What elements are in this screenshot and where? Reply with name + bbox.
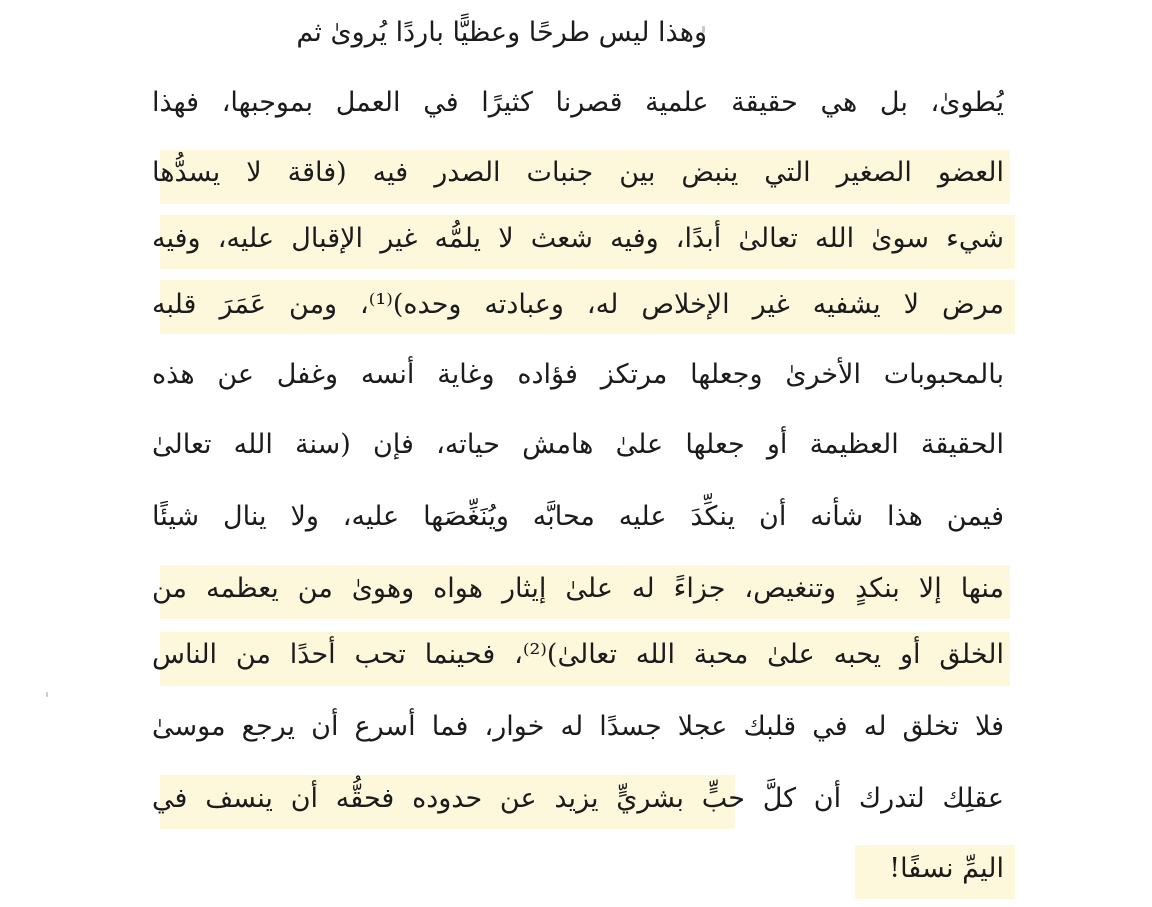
text-line-4: شيء سوىٰ الله تعالىٰ أبدًا، وفيه شعث لا يلمُّه غير الإقبال عليه، وفيه <box>152 223 1004 254</box>
scan-speck <box>46 692 48 697</box>
text-line-5: مرض لا يشفيه غير الإخلاص له، وعبادته وحده)⁽¹⁾، ومن عَمَرَ قلبه <box>152 289 1004 320</box>
text-line-1: وهذا ليس طرحًا وعظيًّا باردًا يُروىٰ ثم <box>296 17 707 48</box>
text-line-10: الخلق أو يحبه علىٰ محبة الله تعالىٰ)⁽²⁾، فحينما تحب أحدًا من الناس <box>152 639 1004 670</box>
text-line-7: الحقيقة العظيمة أو جعلها علىٰ هامش حياته، فإن (سنة الله تعالىٰ <box>152 429 1004 460</box>
text-line-11: فلا تخلق له في قلبك عجلا جسدًا له خوار، فما أسرع أن يرجع موسىٰ <box>152 711 1004 742</box>
text-line-3: العضو الصغير التي ينبض بين جنبات الصدر فيه (فاقة لا يسدُّها <box>152 157 1004 188</box>
text-line-8: فيمن هذا شأنه أن ينكِّدَ عليه محابَّه ويُنَغِّصَها عليه، ولا ينال شيئًا <box>152 501 1004 532</box>
text-line-2: يُطوىٰ، بل هي حقيقة علمية قصرنا كثيرًا في العمل بموجبها، فهذا <box>152 87 1004 118</box>
text-line-9: منها إلا بنكدٍ وتنغيص، جزاءً له علىٰ إيثار هواه وهوىٰ من يعظمه من <box>152 573 1004 604</box>
text-line-6: بالمحبوبات الأخرىٰ وجعلها مرتكز فؤاده وغاية أنسه وغفل عن هذه <box>152 359 1004 390</box>
text-line-12: عقلِك لتدرك أن كلَّ حبٍّ بشريٍّ يزيد عن حدوده فحقُّه أن ينسف في <box>152 783 1004 814</box>
text-line-13: اليمِّ نسفًا! <box>889 853 1004 884</box>
